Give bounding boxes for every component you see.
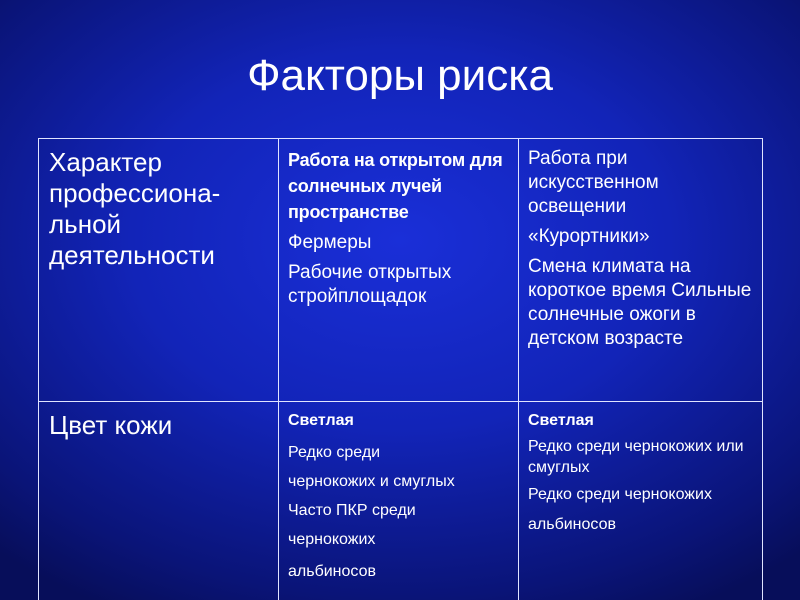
row-header-label: Характер профессиона-льной деятельности [49, 147, 221, 270]
cell-item: Редко среди чернокожих или смуглых [528, 438, 744, 476]
table-row [39, 402, 763, 600]
table-cell [279, 139, 519, 402]
table-row [39, 139, 763, 402]
cell-heading: Светлая [288, 412, 354, 429]
risk-factors-table [38, 138, 763, 600]
cell-heading: Работа на открытом для солнечных лучей пространстве [288, 150, 503, 222]
cell-heading: Светлая [528, 412, 594, 429]
cell-item: «Курортники» [528, 226, 650, 247]
cell-item: альбиносов [288, 563, 376, 580]
slide-title: Факторы риска [247, 51, 553, 100]
row-header-label: Цвет кожи [49, 410, 173, 440]
cell-item: чернокожих [288, 531, 376, 548]
row-header-skin-color [39, 402, 279, 600]
cell-item: альбиносов [528, 516, 616, 533]
table-cell [279, 402, 519, 600]
row-header-occupation [39, 139, 279, 402]
cell-item: Редко среди [288, 444, 381, 461]
cell-item: Редко среди чернокожих [528, 486, 712, 503]
cell-item: Фермеры [288, 232, 372, 253]
table-cell [519, 402, 763, 600]
cell-item: чернокожих и смуглых [288, 473, 455, 490]
table-cell [519, 139, 763, 402]
cell-item: Смена климата на короткое время Сильные солнечные ожоги в детском возрасте [528, 256, 752, 349]
cell-item: Рабочие открытых стройплощадок [288, 262, 452, 307]
cell-item: Работа при искусственном освещении [528, 148, 659, 217]
cell-item: Часто ПКР среди [288, 502, 416, 519]
